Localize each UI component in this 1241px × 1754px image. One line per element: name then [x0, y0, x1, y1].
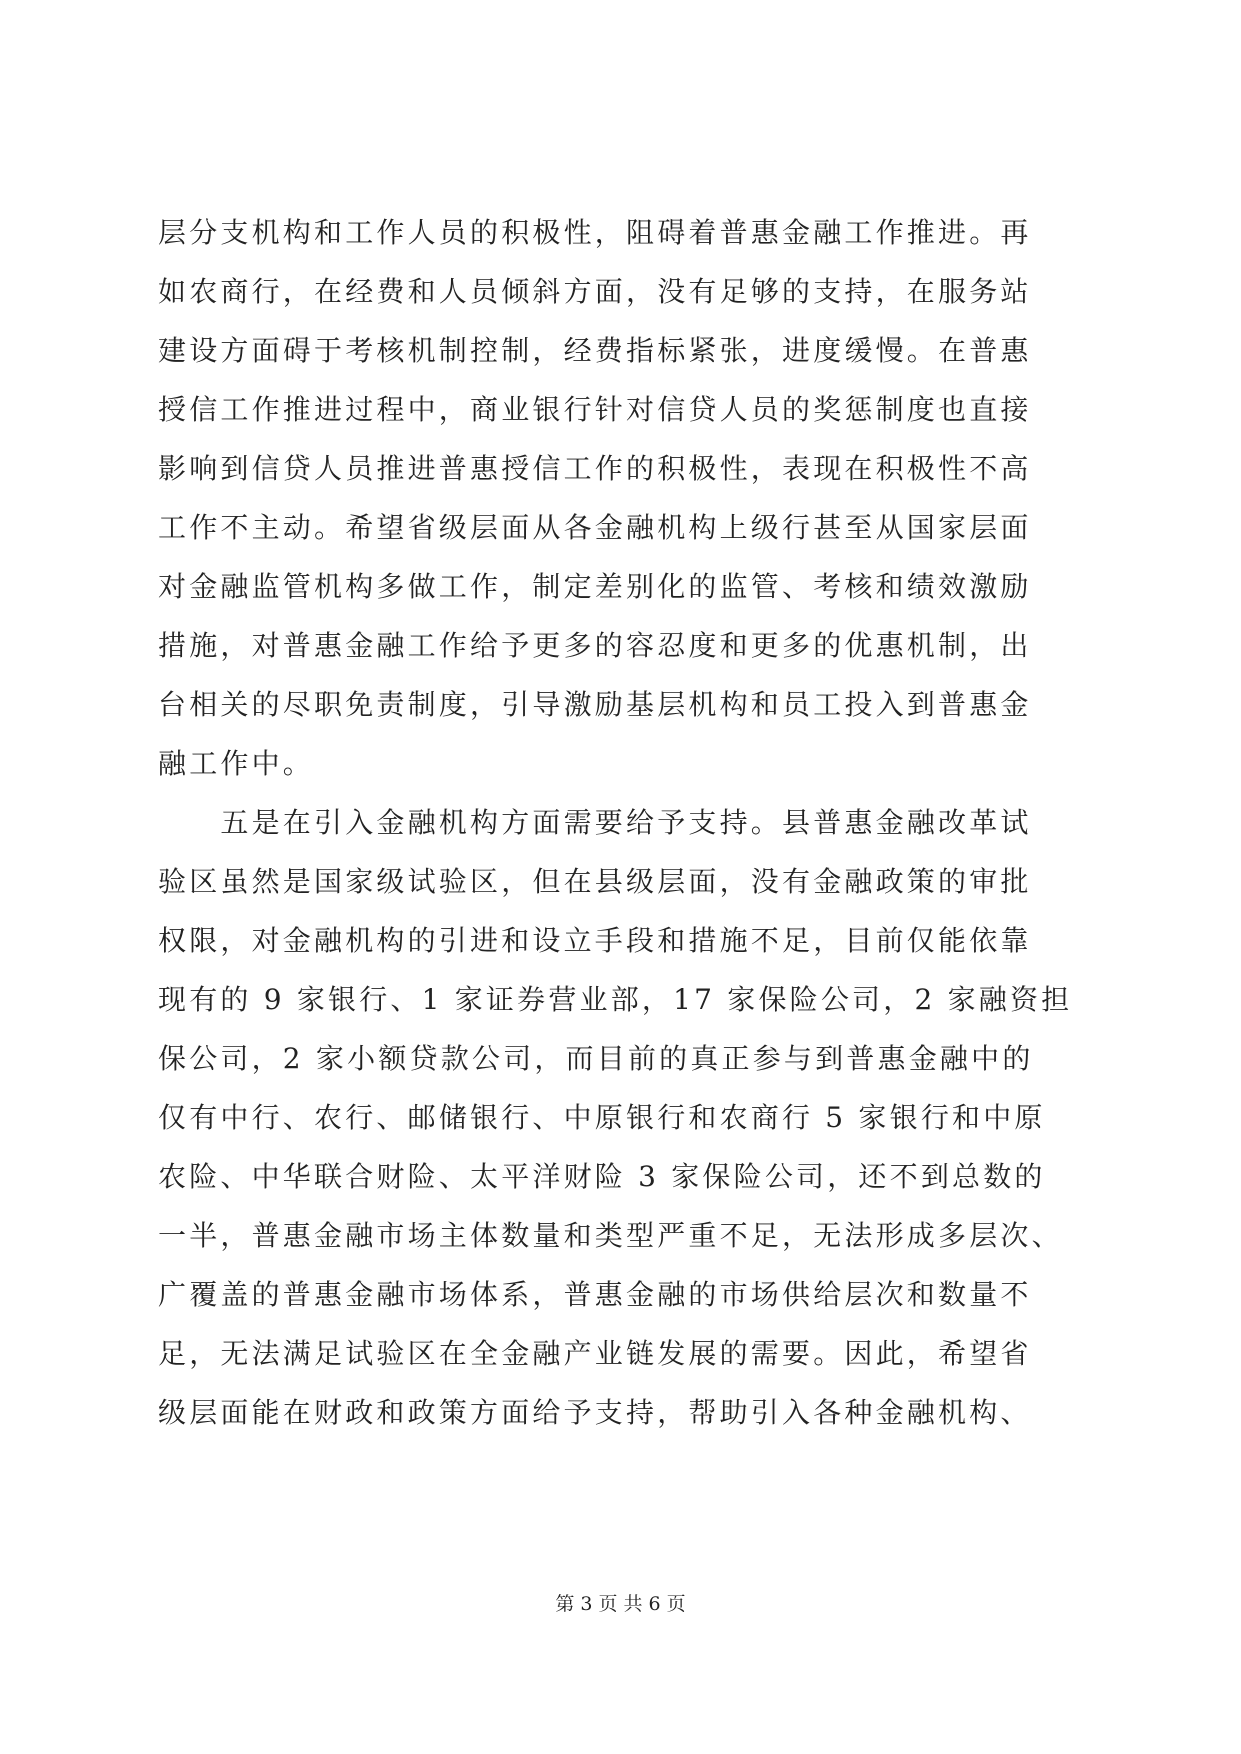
- text-line: 影响到信贷人员推进普惠授信工作的积极性，表现在积极性不高: [158, 452, 1032, 485]
- text-line: 层分支机构和工作人员的积极性，阻碍着普惠金融工作推进。再: [158, 216, 1032, 249]
- text-line: 现有的 9 家银行、1 家证券营业部，17 家保险公司，2 家融资担: [158, 983, 1073, 1016]
- text-line: 五是在引入金融机构方面需要给予支持。县普惠金融改革试: [158, 806, 1032, 839]
- text-line: 如农商行，在经费和人员倾斜方面，没有足够的支持，在服务站: [158, 275, 1032, 308]
- body-text: [158, 203, 1088, 1442]
- text-line: 仅有中行、农行、邮储银行、中原银行和农商行 5 家银行和中原: [158, 1101, 1046, 1134]
- text-line: 工作不主动。希望省级层面从各金融机构上级行甚至从国家层面: [158, 511, 1032, 544]
- text-line: 措施，对普惠金融工作给予更多的容忍度和更多的优惠机制，出: [158, 629, 1032, 662]
- text-line: 足，无法满足试验区在全金融产业链发展的需要。因此，希望省: [158, 1337, 1032, 1370]
- text-line: 验区虽然是国家级试验区，但在县级层面，没有金融政策的审批: [158, 865, 1032, 898]
- text-line: 一半，普惠金融市场主体数量和类型严重不足，无法形成多层次、: [158, 1219, 1063, 1252]
- text-line: 权限，对金融机构的引进和设立手段和措施不足，目前仅能依靠: [158, 924, 1032, 957]
- text-line: 授信工作推进过程中，商业银行针对信贷人员的奖惩制度也直接: [158, 393, 1032, 426]
- text-line: 融工作中。: [158, 747, 315, 780]
- text-line: 农险、中华联合财险、太平洋财险 3 家保险公司，还不到总数的: [158, 1160, 1046, 1193]
- text-line: 广覆盖的普惠金融市场体系，普惠金融的市场供给层次和数量不: [158, 1278, 1032, 1311]
- text-line: 建设方面碍于考核机制控制，经费指标紧张，进度缓慢。在普惠: [158, 334, 1032, 367]
- text-line: 级层面能在财政和政策方面给予支持，帮助引入各种金融机构、: [158, 1396, 1032, 1429]
- text-line: 台相关的尽职免责制度，引导激励基层机构和员工投入到普惠金: [158, 688, 1032, 721]
- page-number-footer: 第 3 页 共 6 页: [555, 1593, 686, 1615]
- text-line: 保公司，2 家小额贷款公司，而目前的真正参与到普惠金融中的: [158, 1042, 1034, 1075]
- text-line: 对金融监管机构多做工作，制定差别化的监管、考核和绩效激励: [158, 570, 1032, 603]
